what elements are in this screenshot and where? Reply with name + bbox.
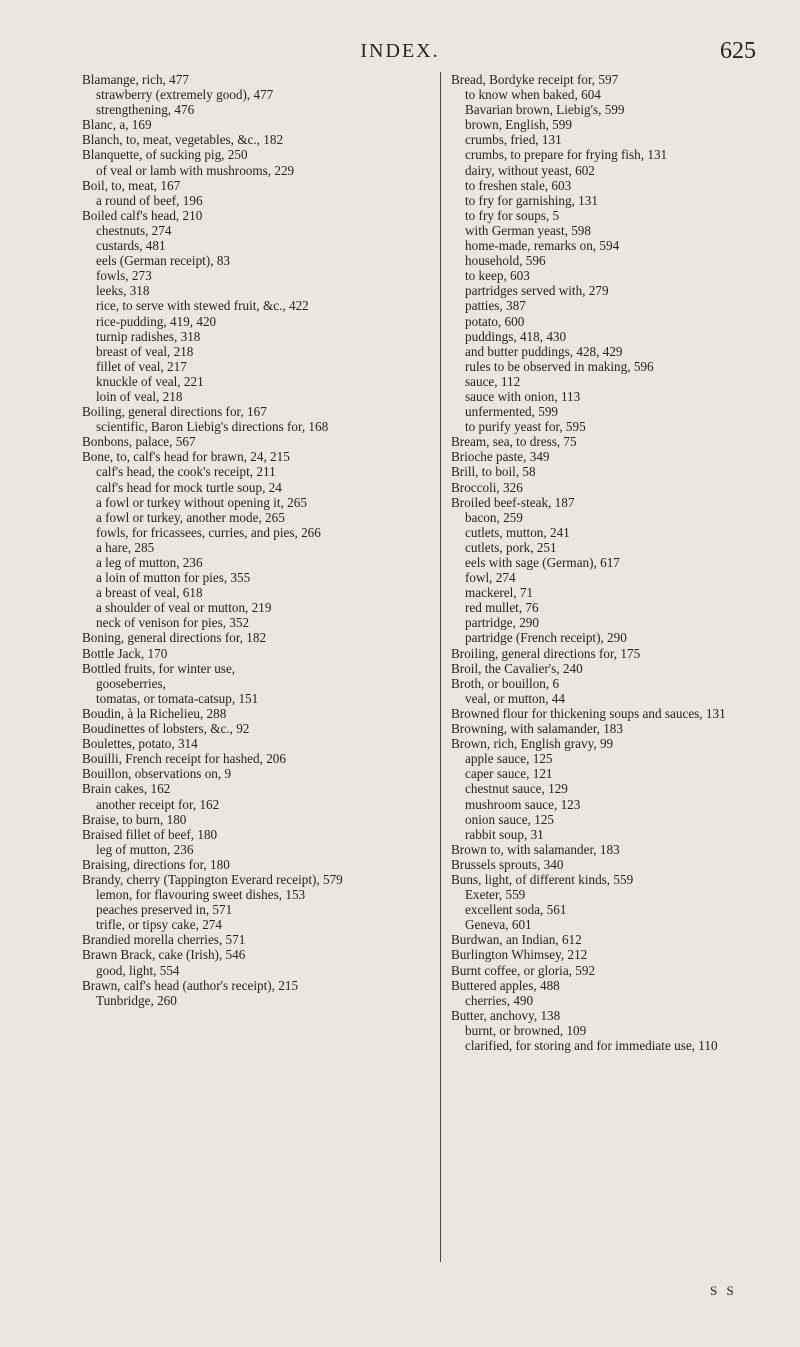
index-entry: Braising, directions for, 180 bbox=[82, 856, 230, 872]
index-entry: to know when baked, 604 bbox=[465, 87, 601, 103]
index-entry: excellent soda, 561 bbox=[465, 902, 567, 918]
index-entry: rice-pudding, 419, 420 bbox=[96, 313, 217, 329]
index-entry: lemon, for flavouring sweet dishes, 153 bbox=[96, 887, 306, 903]
index-entry: to keep, 603 bbox=[465, 268, 530, 284]
index-column-right bbox=[440, 72, 777, 1262]
index-entry: fowls, for fricassees, curries, and pies, 266 bbox=[96, 524, 321, 540]
index-entry: strawberry (extremely good), 477 bbox=[96, 87, 274, 103]
index-entry: rabbit soup, 31 bbox=[465, 826, 544, 842]
index-entry: Browned flour for thickening soups and sauces, 131 bbox=[451, 705, 726, 721]
index-entry: tomatas, or tomata-catsup, 151 bbox=[96, 690, 259, 706]
index-entry: clarified, for storing and for immediate use, 110 bbox=[465, 1038, 718, 1053]
index-entry: a fowl or turkey without opening it, 265 bbox=[96, 494, 307, 510]
index-entry: Broiling, general directions for, 175 bbox=[451, 645, 641, 661]
index-column-left bbox=[82, 72, 414, 1008]
index-entry: household, 596 bbox=[465, 253, 546, 269]
index-entry: of veal or lamb with mushrooms, 229 bbox=[96, 162, 295, 178]
index-entry: neck of venison for pies, 352 bbox=[96, 615, 250, 631]
page-number: 625 bbox=[720, 38, 756, 64]
index-entry: cutlets, pork, 251 bbox=[465, 539, 557, 555]
index-entry: Exeter, 559 bbox=[465, 887, 526, 903]
index-entry: Bottle Jack, 170 bbox=[82, 645, 168, 661]
index-entry: peaches preserved in, 571 bbox=[96, 902, 233, 918]
index-entry: sauce, 112 bbox=[465, 373, 521, 389]
index-entry: Burdwan, an Indian, 612 bbox=[451, 932, 582, 948]
index-entry: Braised fillet of beef, 180 bbox=[82, 826, 218, 842]
index-entry: caper sauce, 121 bbox=[465, 766, 553, 782]
index-entry: bacon, 259 bbox=[465, 509, 523, 525]
index-entry: Brill, to boil, 58 bbox=[451, 464, 536, 480]
index-entry: Bottled fruits, for winter use, bbox=[82, 660, 236, 676]
index-entry: dairy, without yeast, 602 bbox=[465, 162, 595, 178]
index-entry: Brown to, with salamander, 183 bbox=[451, 841, 620, 857]
index-entry: Broth, or bouillon, 6 bbox=[451, 675, 560, 691]
index-entry: a shoulder of veal or mutton, 219 bbox=[96, 600, 272, 616]
index-entry: fillet of veal, 217 bbox=[96, 358, 187, 374]
index-entry: Browning, with salamander, 183 bbox=[451, 721, 623, 737]
index-entry: fowl, 274 bbox=[465, 570, 516, 586]
index-entry: mushroom sauce, 123 bbox=[465, 796, 581, 812]
running-header: INDEX. bbox=[360, 40, 440, 62]
index-entry: partridge, 290 bbox=[465, 615, 539, 631]
index-entry: Boudinettes of lobsters, &c., 92 bbox=[82, 721, 250, 737]
index-entry: rice, to serve with stewed fruit, &c., 422 bbox=[96, 298, 309, 314]
index-entry: strengthening, 476 bbox=[96, 102, 195, 118]
index-entry: Brawn Brack, cake (Irish), 546 bbox=[82, 947, 246, 963]
index-entry: eels with sage (German), 617 bbox=[465, 555, 620, 570]
index-entry: Blamange, rich, 477 bbox=[82, 72, 189, 87]
index-entry: calf's head, the cook's receipt, 211 bbox=[96, 464, 276, 480]
index-entry: trifle, or tipsy cake, 274 bbox=[96, 917, 222, 933]
index-entry: Blanquette, of sucking pig, 250 bbox=[82, 147, 248, 163]
index-entry: a breast of veal, 618 bbox=[96, 585, 203, 601]
index-entry: crumbs, fried, 131 bbox=[465, 132, 562, 148]
index-entry: a loin of mutton for pies, 355 bbox=[96, 570, 251, 586]
index-entry: Blanch, to, meat, vegetables, &c., 182 bbox=[82, 132, 284, 148]
index-entry: leeks, 318 bbox=[96, 283, 150, 299]
index-entry: breast of veal, 218 bbox=[96, 343, 194, 359]
index-entry: eels (German receipt), 83 bbox=[96, 253, 231, 269]
index-entry: Butter, anchovy, 138 bbox=[451, 1007, 561, 1023]
index-entry: patties, 387 bbox=[465, 298, 526, 314]
index-entry: to freshen stale, 603 bbox=[465, 177, 572, 193]
index-entry: Broiled beef-steak, 187 bbox=[451, 494, 575, 510]
index-entry: Brawn, calf's head (author's receipt), 215 bbox=[82, 977, 299, 993]
index-entry: a round of beef, 196 bbox=[96, 192, 203, 208]
index-entry: leg of mutton, 236 bbox=[96, 841, 194, 857]
index-entry: Bone, to, calf's head for brawn, 24, 215 bbox=[82, 449, 290, 465]
index-entry: Brioche paste, 349 bbox=[451, 449, 550, 465]
index-entry: Bread, Bordyke receipt for, 597 bbox=[451, 72, 619, 87]
index-entry: potato, 600 bbox=[465, 313, 525, 329]
index-entry: mackerel, 71 bbox=[465, 585, 534, 601]
index-entry: partridge (French receipt), 290 bbox=[465, 630, 627, 646]
index-entry: veal, or mutton, 44 bbox=[465, 690, 565, 706]
index-entry: Boiling, general directions for, 167 bbox=[82, 404, 267, 420]
index-entry: partridges served with, 279 bbox=[465, 283, 609, 299]
index-entry: and butter puddings, 428, 429 bbox=[465, 343, 623, 359]
index-entry: puddings, 418, 430 bbox=[465, 328, 567, 344]
index-entry: turnip radishes, 318 bbox=[96, 328, 201, 344]
index-entry: scientific, Baron Liebig's directions for, 168 bbox=[96, 419, 329, 435]
index-entry: Buns, light, of different kinds, 559 bbox=[451, 871, 634, 887]
index-entry: burnt, or browned, 109 bbox=[465, 1022, 587, 1038]
index-entry: fowls, 273 bbox=[96, 268, 152, 284]
index-entry: unfermented, 599 bbox=[465, 404, 559, 420]
index-entry: Brandied morella cherries, 571 bbox=[82, 932, 246, 948]
index-entry: Boiled calf's head, 210 bbox=[82, 207, 203, 223]
index-entry: Geneva, 601 bbox=[465, 917, 532, 933]
index-entry: good, light, 554 bbox=[96, 962, 180, 978]
index-entry: onion sauce, 125 bbox=[465, 811, 554, 827]
index-entry: Brain cakes, 162 bbox=[82, 781, 171, 797]
index-entry: cutlets, mutton, 241 bbox=[465, 524, 570, 540]
index-entry: to fry for soups, 5 bbox=[465, 207, 560, 223]
index-entry: a leg of mutton, 236 bbox=[96, 555, 203, 570]
index-entry: Brown, rich, English gravy, 99 bbox=[451, 736, 614, 752]
index-entry: cherries, 490 bbox=[465, 992, 534, 1008]
index-entry: to purify yeast for, 595 bbox=[465, 419, 586, 435]
index-entry: Burlington Whimsey, 212 bbox=[451, 947, 588, 963]
index-entry: loin of veal, 218 bbox=[96, 388, 183, 404]
index-entry: red mullet, 76 bbox=[465, 600, 539, 616]
index-entry: chestnuts, 274 bbox=[96, 222, 172, 238]
index-entry: home-made, remarks on, 594 bbox=[465, 238, 620, 254]
index-entry: Boulettes, potato, 314 bbox=[82, 736, 198, 752]
index-entry: crumbs, to prepare for frying fish, 131 bbox=[465, 147, 668, 163]
index-entry: custards, 481 bbox=[96, 238, 166, 254]
index-entry: a hare, 285 bbox=[96, 539, 155, 555]
index-entry: Blanc, a, 169 bbox=[82, 117, 152, 133]
index-entry: Braise, to burn, 180 bbox=[82, 811, 187, 827]
index-entry: sauce with onion, 113 bbox=[465, 388, 581, 404]
index-entry: Burnt coffee, or gloria, 592 bbox=[451, 962, 596, 978]
index-entry: chestnut sauce, 129 bbox=[465, 781, 568, 797]
index-entry: Bouilli, French receipt for hashed, 206 bbox=[82, 751, 286, 767]
index-entry: Boudin, à la Richelieu, 288 bbox=[82, 705, 227, 721]
index-entry: brown, English, 599 bbox=[465, 117, 572, 133]
index-entry: apple sauce, 125 bbox=[465, 751, 553, 767]
index-entry: knuckle of veal, 221 bbox=[96, 373, 204, 389]
index-entry: Bream, sea, to dress, 75 bbox=[451, 434, 577, 450]
index-entry: calf's head for mock turtle soup, 24 bbox=[96, 479, 282, 495]
index-entry: gooseberries, bbox=[96, 675, 166, 691]
index-entry: Boil, to, meat, 167 bbox=[82, 177, 181, 193]
printer-signature: S S bbox=[710, 1283, 737, 1298]
index-entry: Buttered apples, 488 bbox=[451, 977, 560, 993]
index-entry: Broil, the Cavalier's, 240 bbox=[451, 660, 583, 676]
index-entry: Bonbons, palace, 567 bbox=[82, 434, 196, 450]
index-entry: Broccoli, 326 bbox=[451, 479, 523, 495]
index-entry: Boning, general directions for, 182 bbox=[82, 630, 267, 646]
index-entry: Tunbridge, 260 bbox=[96, 992, 177, 1008]
index-entry: Bouillon, observations on, 9 bbox=[82, 766, 232, 782]
index-entry: Brussels sprouts, 340 bbox=[451, 856, 564, 872]
index-entry: another receipt for, 162 bbox=[96, 796, 220, 812]
index-entry: a fowl or turkey, another mode, 265 bbox=[96, 509, 285, 525]
index-entry: Brandy, cherry (Tappington Everard receipt), 579 bbox=[82, 871, 343, 887]
index-entry: Bavarian brown, Liebig's, 599 bbox=[465, 102, 625, 118]
index-entry: rules to be observed in making, 596 bbox=[465, 358, 654, 374]
index-entry: with German yeast, 598 bbox=[465, 222, 591, 238]
index-entry: to fry for garnishing, 131 bbox=[465, 192, 598, 208]
